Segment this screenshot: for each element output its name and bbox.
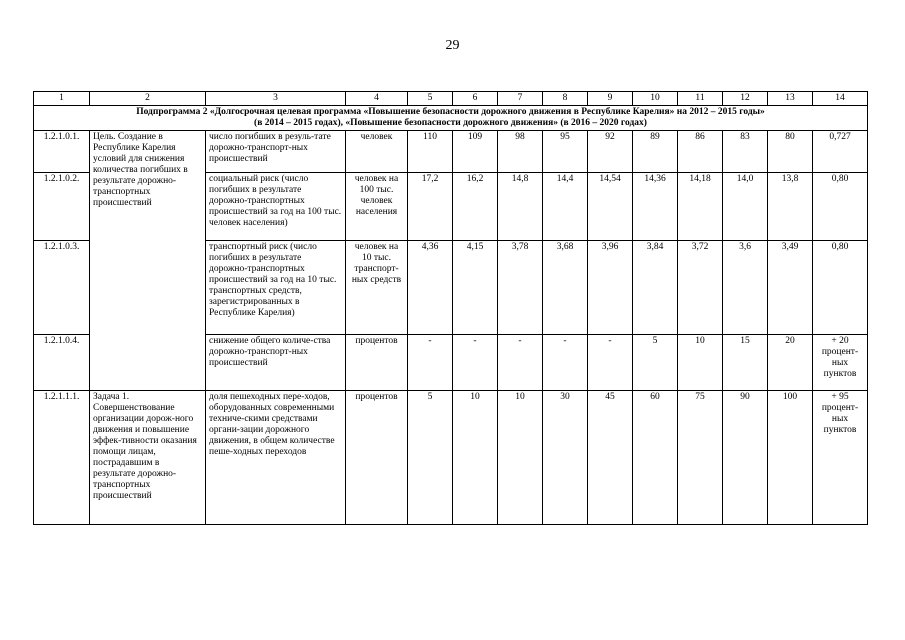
value-cell: 86 (678, 131, 723, 173)
column-number-row (34, 92, 868, 106)
unit: процентов (346, 391, 408, 525)
value-cell: 3,68 (543, 241, 588, 335)
column-number: 8 (543, 92, 588, 106)
value-cell: 95 (543, 131, 588, 173)
goal-cell: Цель. Создание в Республике Карелия условий для снижения количества погибших в результате дорожно-транспортных происшествий (90, 131, 206, 391)
value-cell: 3,72 (678, 241, 723, 335)
value-cell: 80 (768, 131, 813, 173)
value-cell: 16,2 (453, 173, 498, 241)
value-cell: - (543, 335, 588, 391)
row-code: 1.2.1.1.1. (34, 391, 90, 525)
page-number: 29 (445, 38, 460, 53)
value-cell: 98 (498, 131, 543, 173)
indicator-name: число погибших в резуль-тате дорожно-транспорт-ных происшествий (206, 131, 346, 173)
indicators-table (33, 91, 868, 525)
column-number: 9 (588, 92, 633, 106)
value-cell: 3,96 (588, 241, 633, 335)
value-cell: 45 (588, 391, 633, 525)
column-number: 10 (633, 92, 678, 106)
value-cell: 75 (678, 391, 723, 525)
subprogram-row (34, 106, 868, 131)
value-cell: + 95 процент-ных пунктов (813, 391, 868, 525)
subprogram-title-line: Подпрограмма 2 «Долгосрочная целевая программа «Повышение безопасности дорожного движения в Республике Карелия» на 2012 – 2015 годы» (136, 107, 765, 117)
value-cell: 109 (453, 131, 498, 173)
unit: человек на 10 тыс. транспорт-ных средств (346, 241, 408, 335)
value-cell: 110 (408, 131, 453, 173)
row-code: 1.2.1.0.2. (34, 173, 90, 241)
column-number: 11 (678, 92, 723, 106)
value-cell: 5 (633, 335, 678, 391)
value-cell: 92 (588, 131, 633, 173)
value-cell: 3,49 (768, 241, 813, 335)
value-cell: 83 (723, 131, 768, 173)
value-cell: 15 (723, 335, 768, 391)
value-cell: 0,80 (813, 173, 868, 241)
value-cell: 14,0 (723, 173, 768, 241)
column-number: 4 (346, 92, 408, 106)
row-code: 1.2.1.0.3. (34, 241, 90, 335)
column-number: 7 (498, 92, 543, 106)
unit: процентов (346, 335, 408, 391)
indicator-name: доля пешеходных пере-ходов, оборудованных современными техниче-скими средствами органи-зации дорожного движения, в общем количестве пеше-ходных переходов (206, 391, 346, 525)
value-cell: 4,36 (408, 241, 453, 335)
unit: человек (346, 131, 408, 173)
value-cell: - (588, 335, 633, 391)
value-cell: 60 (633, 391, 678, 525)
value-cell: 3,84 (633, 241, 678, 335)
value-cell: 10 (678, 335, 723, 391)
column-number: 2 (90, 92, 206, 106)
column-number: 3 (206, 92, 346, 106)
value-cell: 3,78 (498, 241, 543, 335)
value-cell: - (408, 335, 453, 391)
indicator-name: снижение общего количе-ства дорожно-транспорт-ных происшествий (206, 335, 346, 391)
value-cell: 14,18 (678, 173, 723, 241)
value-cell: 14,4 (543, 173, 588, 241)
value-cell: + 20 процент-ных пунктов (813, 335, 868, 391)
value-cell: 4,15 (453, 241, 498, 335)
unit: человек на 100 тыс. человек населения (346, 173, 408, 241)
column-number: 6 (453, 92, 498, 106)
value-cell: 14,8 (498, 173, 543, 241)
column-number: 12 (723, 92, 768, 106)
column-number: 14 (813, 92, 868, 106)
value-cell: 100 (768, 391, 813, 525)
row-code: 1.2.1.0.4. (34, 335, 90, 391)
value-cell: 13,8 (768, 173, 813, 241)
task-cell: Задача 1. Совершенствование организации дорож-ного движения и повышение эффек-тивности оказания помощи лицам, пострадавшим в результате дорожно-транспортных происшествий (90, 391, 206, 525)
value-cell: 14,54 (588, 173, 633, 241)
value-cell: - (453, 335, 498, 391)
value-cell: 0,80 (813, 241, 868, 335)
value-cell: 5 (408, 391, 453, 525)
value-cell: 17,2 (408, 173, 453, 241)
value-cell: 10 (453, 391, 498, 525)
column-number: 13 (768, 92, 813, 106)
table-row (34, 131, 868, 173)
value-cell: 20 (768, 335, 813, 391)
value-cell: - (498, 335, 543, 391)
column-number: 1 (34, 92, 90, 106)
column-number: 5 (408, 92, 453, 106)
row-code: 1.2.1.0.1. (34, 131, 90, 173)
value-cell: 10 (498, 391, 543, 525)
value-cell: 0,727 (813, 131, 868, 173)
value-cell: 89 (633, 131, 678, 173)
subprogram-title-line: (в 2014 – 2015 годах), «Повышение безопасности дорожного движения» (в 2016 – 2020 годах) (254, 118, 647, 128)
value-cell: 30 (543, 391, 588, 525)
value-cell: 3,6 (723, 241, 768, 335)
value-cell: 90 (723, 391, 768, 525)
value-cell: 14,36 (633, 173, 678, 241)
indicator-name: транспортный риск (число погибших в результате дорожно-транспортных происшествий за год на 10 тыс. транспортных средств, зарегистрированных в Республике Карелия) (206, 241, 346, 335)
table-row (34, 391, 868, 525)
indicator-name: социальный риск (число погибших в результате дорожно-транспортных происшествий за год на 100 тыс. человек населения) (206, 173, 346, 241)
subprogram-title (34, 106, 868, 131)
